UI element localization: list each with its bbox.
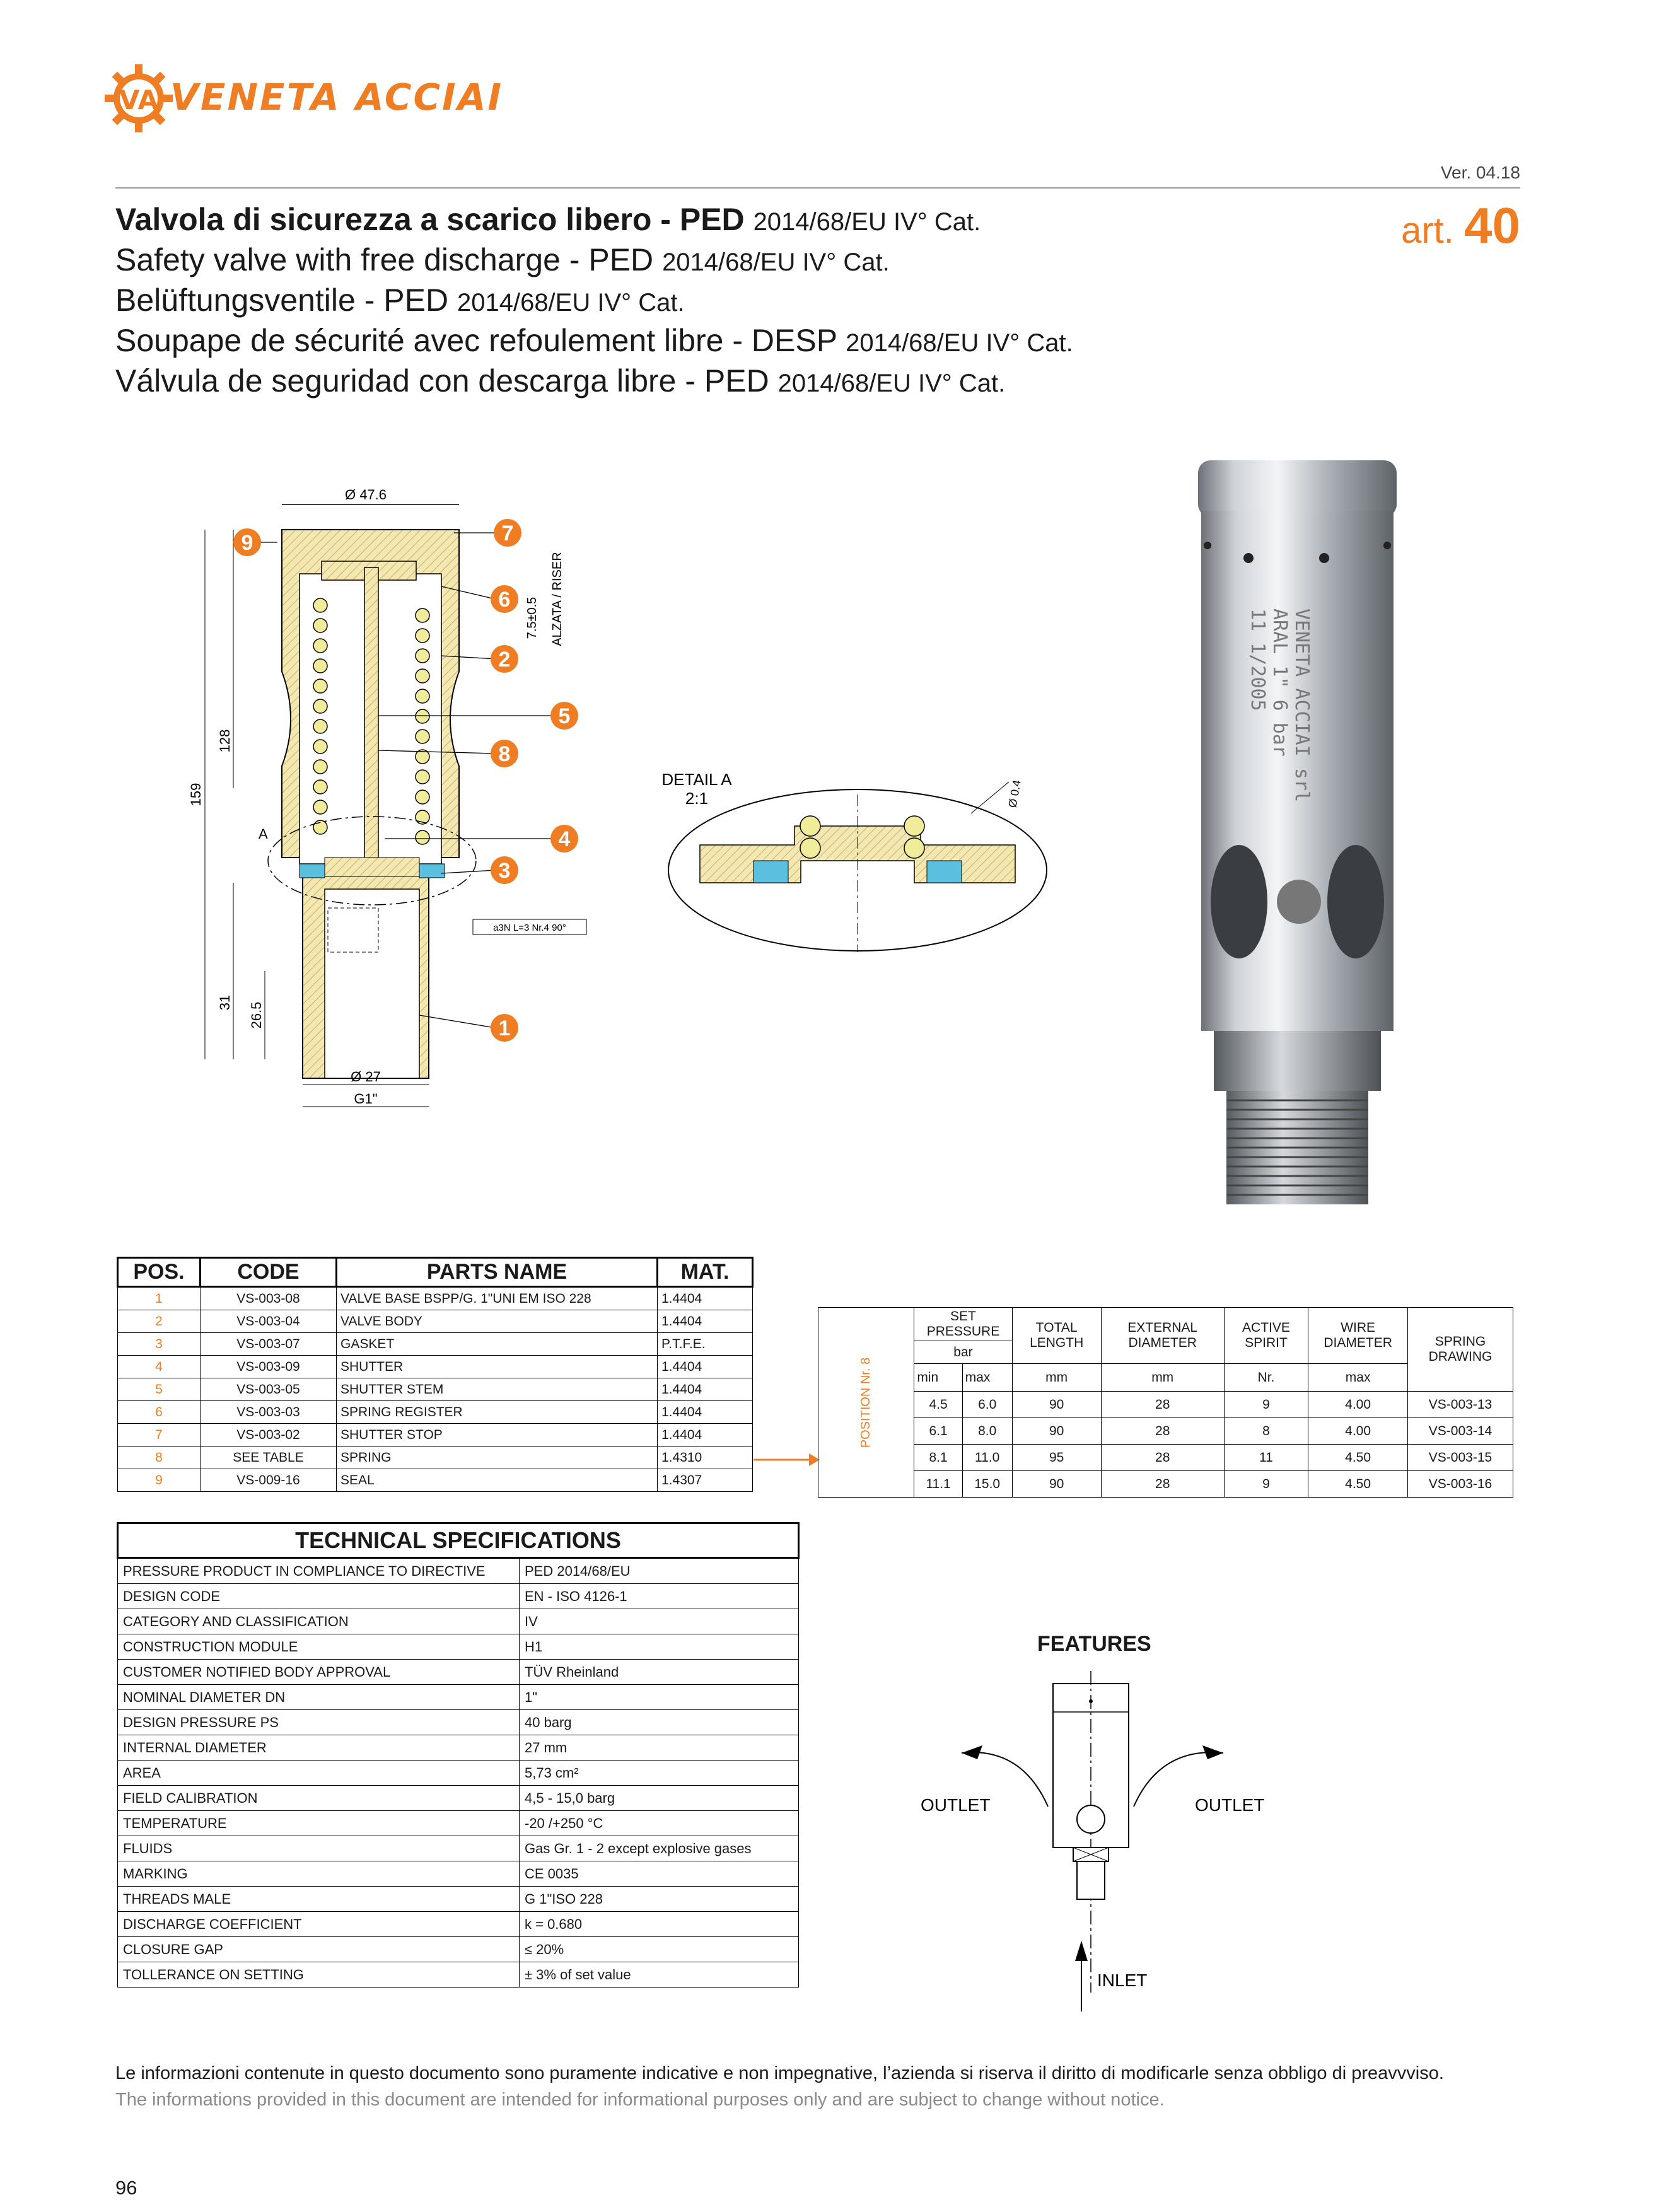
col-code: CODE bbox=[201, 1258, 337, 1287]
balloon-6: 6 bbox=[498, 588, 511, 612]
title-en: Safety valve with free discharge - PED 2014/68/EU IV° Cat. bbox=[115, 242, 890, 277]
title-block bbox=[115, 201, 1073, 402]
table-row: FIELD CALIBRATION 4,5 - 15,0 barg bbox=[118, 1786, 799, 1811]
table-row: NOMINAL DIAMETER DN 1" bbox=[118, 1685, 799, 1710]
table-row: INTERNAL DIAMETER 27 mm bbox=[118, 1735, 799, 1761]
article-number: art. 40 bbox=[1401, 197, 1520, 253]
engraving-line-1: VENETA ACCIAI srl bbox=[1291, 608, 1313, 803]
table-row: TEMPERATURE -20 /+250 °C bbox=[118, 1811, 799, 1836]
technical-specifications-table bbox=[117, 1522, 800, 1988]
detail-title: DETAIL A bbox=[661, 770, 732, 789]
balloon-3: 3 bbox=[498, 859, 511, 883]
dim-top: Ø 47.6 bbox=[344, 487, 387, 503]
dim-bottom: Ø 27 bbox=[351, 1069, 381, 1085]
table-row: DESIGN CODE EN - ISO 4126-1 bbox=[118, 1584, 799, 1609]
page-number: 96 bbox=[115, 2177, 137, 2199]
detail-dim: Ø 0.4 bbox=[1006, 779, 1023, 809]
balloon-1: 1 bbox=[498, 1016, 511, 1040]
title-fr: Soupape de sécurité avec refoulement libre - DESP 2014/68/EU IV° Cat. bbox=[115, 323, 1073, 358]
dim-lift-label: ALZATA / RISER bbox=[550, 552, 564, 646]
arrow-icon bbox=[754, 1450, 820, 1469]
balloon-4: 4 bbox=[558, 827, 571, 851]
engraving-line-2: ARAL 1" 6 bar bbox=[1269, 608, 1291, 757]
technical-drawing bbox=[177, 479, 631, 1129]
table-row: 8 SEE TABLE SPRING 1.4310 bbox=[118, 1447, 753, 1469]
balloon-7: 7 bbox=[501, 521, 514, 545]
dim-128: 128 bbox=[217, 729, 233, 753]
table-row: 6 VS-003-03 SPRING REGISTER 1.4404 bbox=[118, 1401, 753, 1424]
table-row: 4 VS-003-09 SHUTTER 1.4404 bbox=[118, 1356, 753, 1378]
table-row: MARKING CE 0035 bbox=[118, 1861, 799, 1887]
inlet-label: INLET bbox=[1097, 1970, 1148, 1990]
col-mat: MAT. bbox=[658, 1258, 753, 1287]
balloon-2: 2 bbox=[498, 648, 511, 672]
table-row: PRESSURE PRODUCT IN COMPLIANCE TO DIRECTIVE PED 2014/68/EU bbox=[118, 1558, 799, 1584]
table-row: FLUIDS Gas Gr. 1 - 2 except explosive gases bbox=[118, 1836, 799, 1861]
table-row: DESIGN PRESSURE PS 40 barg bbox=[118, 1710, 799, 1735]
detail-scale: 2:1 bbox=[685, 789, 709, 808]
title-de: Belüftungsventile - PED 2014/68/EU IV° Cat. bbox=[115, 282, 685, 318]
table-row: THREADS MALE G 1"ISO 228 bbox=[118, 1887, 799, 1912]
spring-table: POSITION Nr. 8 SET PRESSURE TOTAL LENGTH EXTERNAL DIAMETER ACTIVE SPIRIT WIRE DIAMETER SPRING DRAWING bar min max mm mm Nr. max 4.5 6.0 90 28 9 4.00 VS-003-13 6.1 8.0 90 28 8 4.00 VS-003-14 8.1 11.0 95 28 11 4.50 VS-003-15 11.1 15.0 90 28 9 4.50 VS-003-16 bbox=[818, 1307, 1513, 1498]
logo-mark: VA bbox=[119, 84, 159, 115]
table-row: 9 VS-009-16 SEAL 1.4307 bbox=[118, 1469, 753, 1492]
dim-265: 26.5 bbox=[248, 1001, 264, 1029]
table-row: DISCHARGE COEFFICIENT k = 0.680 bbox=[118, 1912, 799, 1937]
parts-table bbox=[117, 1257, 754, 1492]
version-label: Ver. 04.18 bbox=[1440, 163, 1520, 182]
table-row: AREA 5,73 cm² bbox=[118, 1761, 799, 1786]
table-row: 4.5 6.0 90 28 9 4.00 VS-003-13 bbox=[818, 1392, 1513, 1418]
table-row: CLOSURE GAP ≤ 20% bbox=[118, 1937, 799, 1962]
outlet-right-label: OUTLET bbox=[1195, 1795, 1265, 1815]
detail-a-drawing bbox=[643, 757, 1021, 971]
dim-31: 31 bbox=[217, 994, 233, 1011]
table-row: 8.1 11.0 95 28 11 4.50 VS-003-15 bbox=[818, 1445, 1513, 1471]
table-row: 7 VS-003-02 SHUTTER STOP 1.4404 bbox=[118, 1424, 753, 1447]
product-photo bbox=[1189, 451, 1409, 1208]
features-title: FEATURES bbox=[1037, 1632, 1151, 1656]
table-row: 5 VS-003-05 SHUTTER STEM 1.4404 bbox=[118, 1378, 753, 1401]
section-mark: A bbox=[259, 826, 268, 842]
dim-lift: 7.5±0.5 bbox=[525, 597, 539, 639]
dim-159: 159 bbox=[188, 783, 204, 806]
col-parts-name: PARTS NAME bbox=[337, 1258, 658, 1287]
table-row: CONSTRUCTION MODULE H1 bbox=[118, 1634, 799, 1660]
table-row: CUSTOMER NOTIFIED BODY APPROVAL TÜV Rheinland bbox=[118, 1660, 799, 1685]
table-row: 2 VS-003-04 VALVE BODY 1.4404 bbox=[118, 1310, 753, 1333]
title-es: Válvula de seguridad con descarga libre - PED 2014/68/EU IV° Cat. bbox=[115, 363, 1006, 399]
brand-logo bbox=[104, 62, 173, 134]
engraving-line-3: 11 1/2005 bbox=[1247, 608, 1269, 711]
table-row: CATEGORY AND CLASSIFICATION IV bbox=[118, 1609, 799, 1634]
table-row: 11.1 15.0 90 28 9 4.50 VS-003-16 bbox=[818, 1471, 1513, 1498]
position-label: POSITION Nr. 8 bbox=[818, 1308, 914, 1498]
tech-specs-title: TECHNICAL SPECIFICATIONS bbox=[118, 1523, 799, 1558]
weld-label: a3N L=3 Nr.4 90° bbox=[493, 923, 566, 933]
balloon-8: 8 bbox=[498, 742, 511, 766]
brand-name: VENETA ACCIAI bbox=[170, 76, 504, 119]
disclaimer-it: Le informazioni contenute in questo documento sono puramente indicative e non impegnative, l’azienda si riserva il diritto di modificarle senza obbligo di preavvviso. bbox=[115, 2063, 1444, 2083]
table-row: 1 VS-003-08 VALVE BASE BSPP/G. 1"UNI EM ISO 228 1.4404 bbox=[118, 1287, 753, 1310]
table-row: 6.1 8.0 90 28 8 4.00 VS-003-14 bbox=[818, 1418, 1513, 1445]
header-rule bbox=[115, 187, 1520, 189]
title-it: Valvola di sicurezza a scarico libero - PED 2014/68/EU IV° Cat. bbox=[115, 202, 981, 237]
set-pressure-header: SET PRESSURE bbox=[914, 1308, 1012, 1341]
table-row: 3 VS-003-07 GASKET P.T.F.E. bbox=[118, 1333, 753, 1356]
balloon-5: 5 bbox=[558, 704, 571, 728]
balloon-9: 9 bbox=[241, 531, 253, 555]
col-pos: POS. bbox=[118, 1258, 201, 1287]
dim-thread: G1" bbox=[354, 1091, 378, 1107]
disclaimer-en: The informations provided in this document are intended for informational purposes only and are subject to change without notice. bbox=[115, 2090, 1165, 2110]
outlet-left-label: OUTLET bbox=[921, 1795, 991, 1815]
table-row: TOLLERANCE ON SETTING ± 3% of set value bbox=[118, 1962, 799, 1988]
features-diagram bbox=[908, 1665, 1299, 2018]
